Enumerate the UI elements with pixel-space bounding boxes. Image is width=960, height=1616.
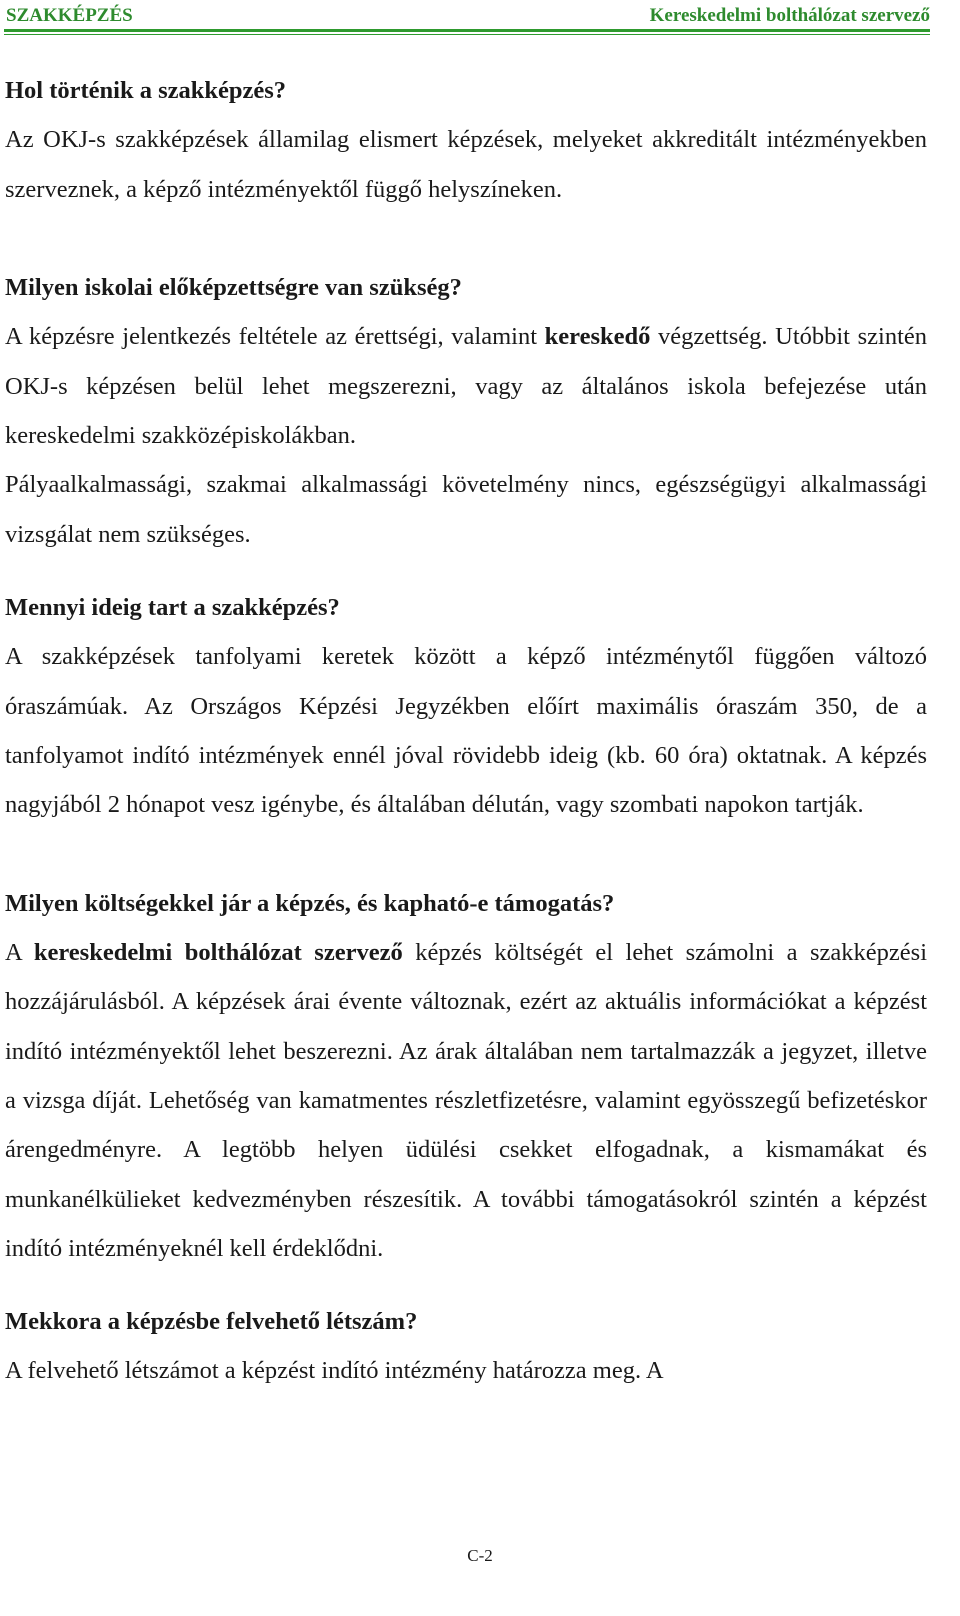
section-capacity — [5, 1297, 927, 1396]
section-heading: Milyen iskolai előképzettségre van szükség? — [5, 274, 462, 302]
bold-term: kereskedő — [544, 323, 651, 351]
paragraph: A szakképzések tanfolyami keretek között a képző intézménytől függően változó óraszámúak. Az Országos Képzési Jegyzékben előírt maximális óraszám 350, de a tanfolyamot indító intézmények ennél jóval rövidebb ideig (kb. 60 óra) oktatnak. A képzés nagyjából 2 hónapot vesz igénybe, és általában délután, vagy szombati napokon tartják. — [5, 643, 927, 819]
text-span: A képzésre jelentkezés feltétele az érettségi, valamint — [5, 323, 545, 351]
header-rule-thin — [4, 34, 930, 35]
paragraph — [5, 928, 927, 1273]
paragraph — [5, 312, 927, 460]
section-prerequisites — [5, 263, 927, 559]
page-header — [4, 0, 930, 34]
header-right-label: Kereskedelmi bolthálózat szervező — [649, 5, 930, 26]
section-heading: Hol történik a szakképzés? — [5, 77, 287, 104]
header-left-label: SZAKKÉPZÉS — [6, 5, 133, 26]
section-heading: Milyen költségekkel jár a képzés, és kapható-e támogatás? — [5, 889, 615, 917]
section-location — [5, 66, 927, 214]
section-heading: Mennyi ideig tart a szakképzés? — [5, 593, 340, 621]
section-duration — [5, 583, 927, 829]
section-costs — [5, 879, 927, 1273]
text-span: végzettség. Utóbbit szintén OKJ-s képzésen belül lehet megszerezni, vagy az általános iskola befejezése után kereskedelmi szakközépiskolákban. — [5, 323, 928, 450]
paragraph: Az OKJ-s szakképzések államilag elismert képzések, melyeket akkreditált intézményekben szerveznek, a képző intézményektől függő helyszíneken. — [5, 126, 927, 203]
paragraph: A felvehető létszámot a képzést indító intézmény határozza meg. A — [5, 1357, 664, 1385]
page-number: C-2 — [467, 1546, 493, 1565]
text-span: A — [5, 939, 34, 967]
paragraph: Pályaalkalmassági, szakmai alkalmassági követelmény nincs, egészségügyi alkalmassági vizsgálat nem szükséges. — [5, 471, 927, 548]
bold-term: kereskedelmi bolthálózat szervező — [33, 939, 403, 967]
document-body — [5, 66, 927, 1396]
text-span: képzés költségét el lehet számolni a szakképzési hozzájárulásból. A képzések árai évente változnak, ezért az aktuális információkat a képzést indító intézményektől lehet beszerezni. Az árak általában nem tartalmazzák a jegyzet, illetve a vizsga díját. Lehetőség van kamatmentes részletfizetésre, valamint egyösszegű befizetéskor árengedményre. A legtöbb helyen üdülési csekket elfogadnak, a kismamákat és munkanélkülieket kedvezményben részesítik. A további támogatásokról szintén a képzést indító intézményeknél kell érdeklődni. — [5, 939, 928, 1262]
header-rule — [4, 29, 930, 32]
section-heading: Mekkora a képzésbe felvehető létszám? — [5, 1308, 418, 1336]
